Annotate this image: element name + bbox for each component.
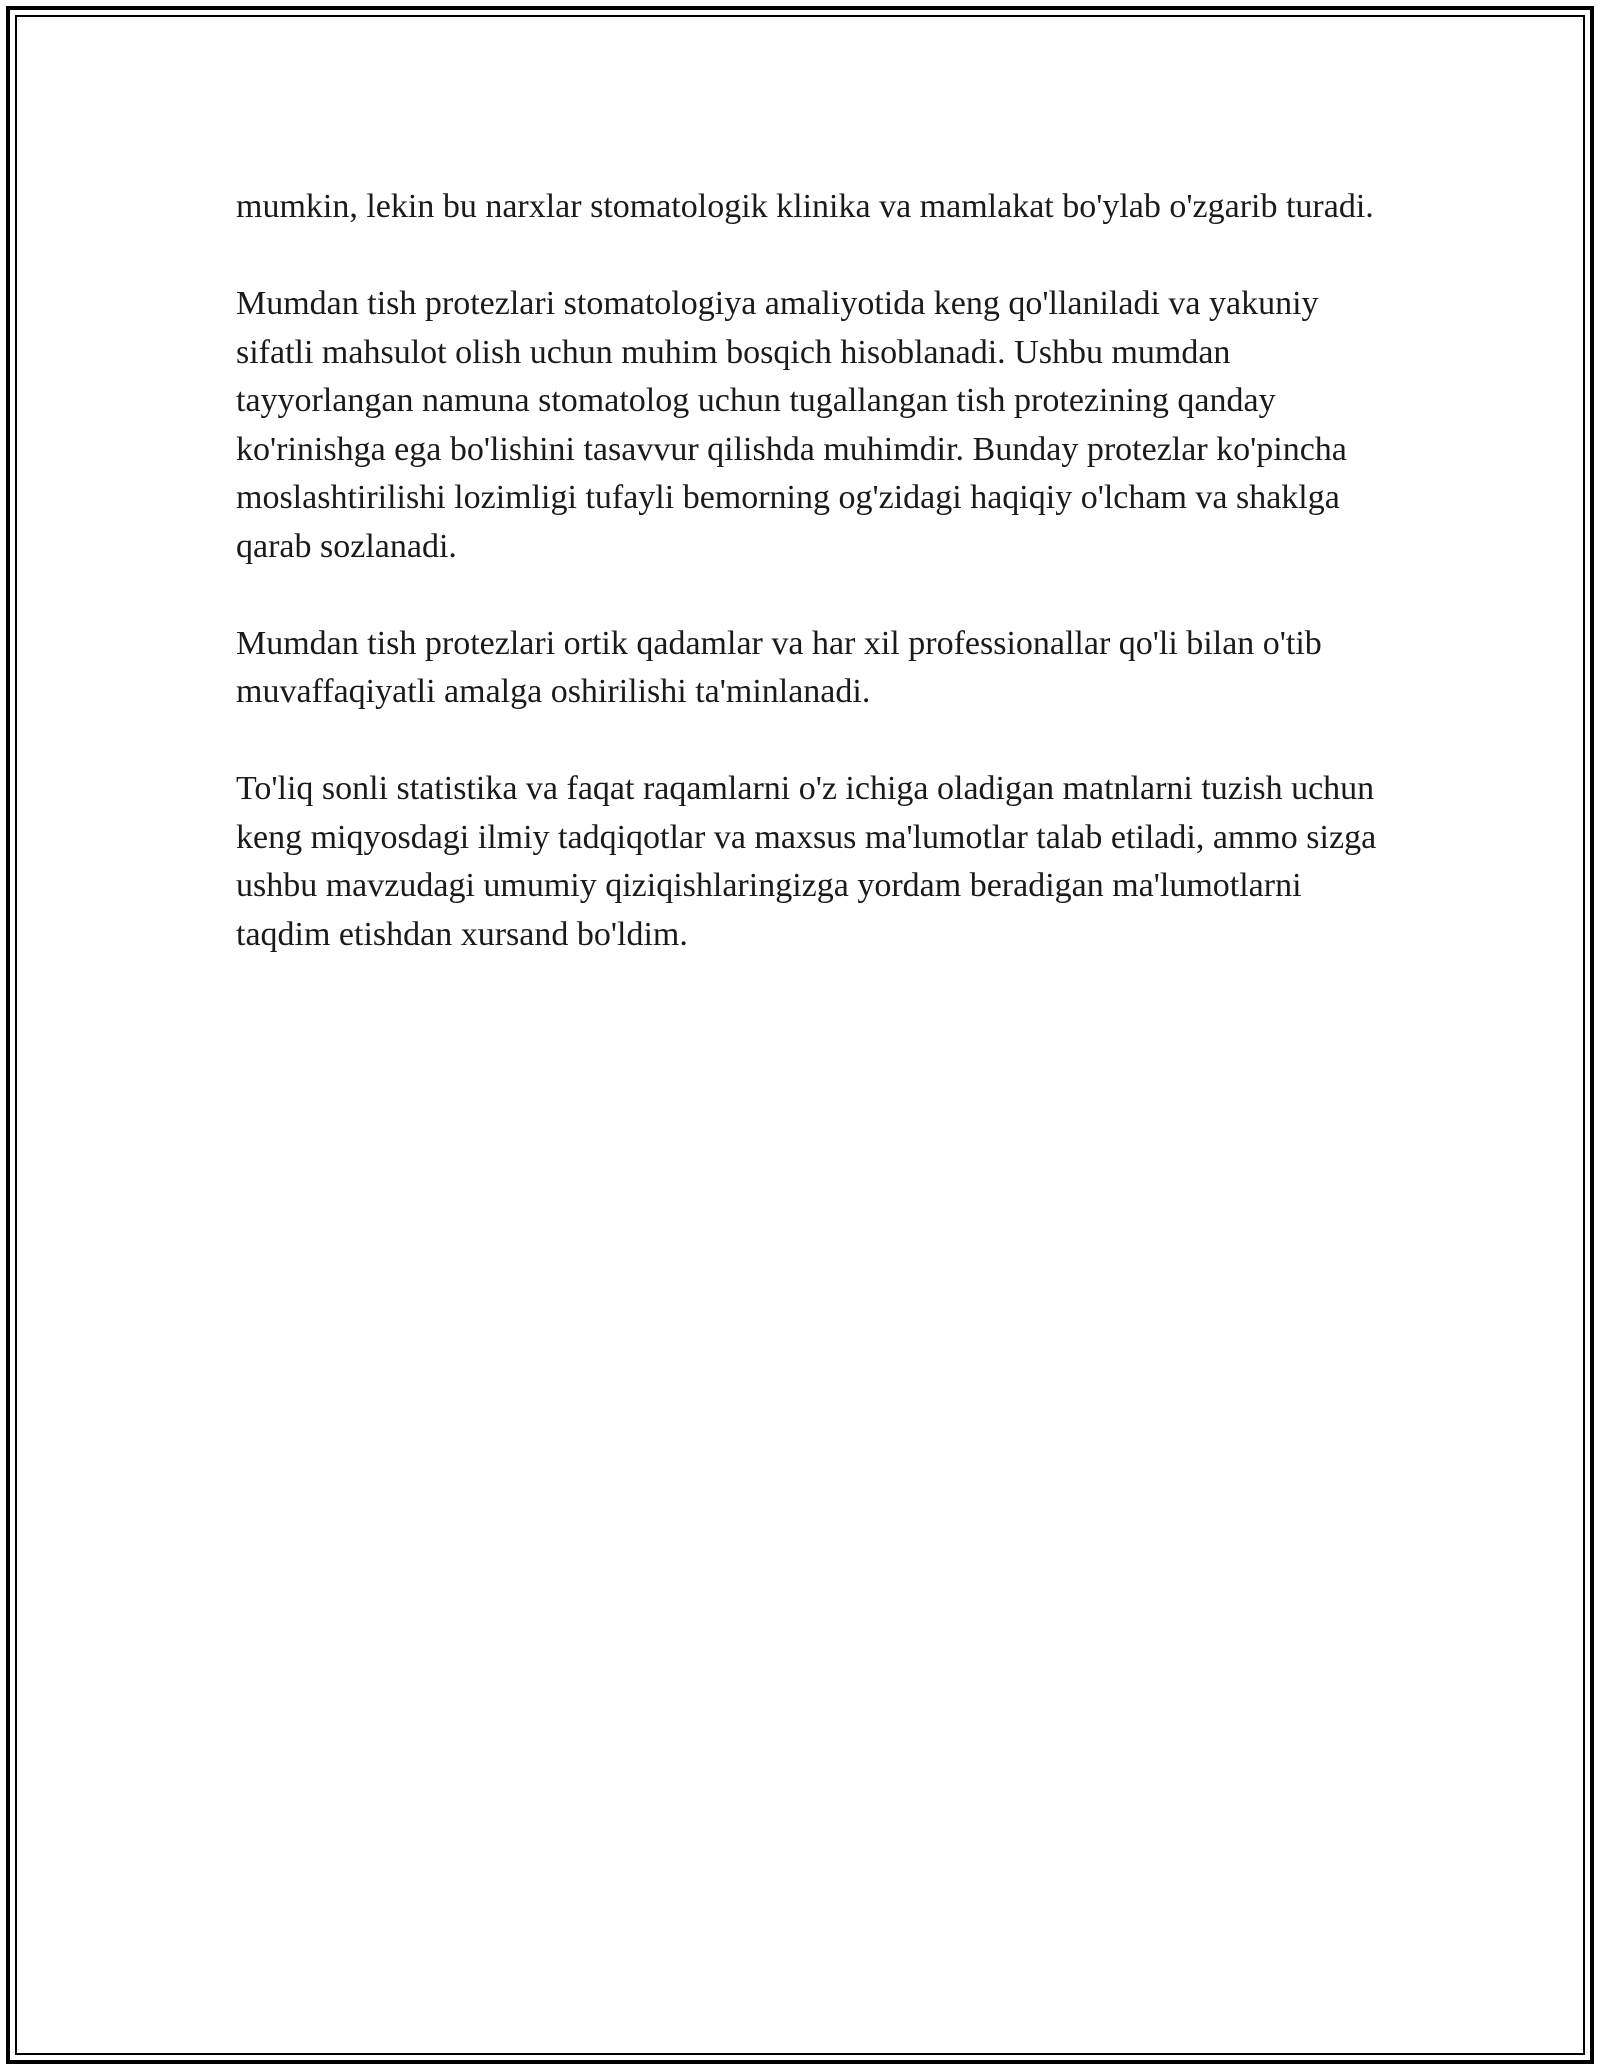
paragraph-3: Mumdan tish protezlari ortik qadamlar va har xil professionallar qo'li bilan o'tib muvaffaqiyatli amalga oshirilishi ta'minlanadi. <box>236 624 1322 710</box>
paragraph-4: To'liq sonli statistika va faqat raqamlarni o'z ichiga oladigan matnlarni tuzish uchun keng miqyosdagi ilmiy tadqiqotlar va maxsus ma'lumotlar talab etiladi, ammo sizga ushbu mavzudagi umumiy qiziqishlaringizga yordam beradigan ma'lumotlarni taqdim etishdan xursand bo'ldim. <box>236 770 1377 953</box>
paragraph-1: mumkin, lekin bu narxlar stomatologik klinika va mamlakat bo'ylab o'zgarib turadi. <box>236 188 1374 225</box>
document-body <box>236 183 1396 959</box>
paragraph-2: Mumdan tish protezlari stomatologiya amaliyotida keng qo'llaniladi va yakuniy sifatli mahsulot olish uchun muhim bosqich hisoblanadi. Ushbu mumdan tayyorlangan namuna stomatolog uchun tugallangan tish protezining qanday ko'rinishga ega bo'lishini tasavvur qilishda muhimdir. Bunday protezlar ko'pincha moslashtirilishi lozimligi tufayli bemorning og'zidagi haqiqiy o'lcham va shaklga qarab sozlanadi. <box>236 285 1347 565</box>
